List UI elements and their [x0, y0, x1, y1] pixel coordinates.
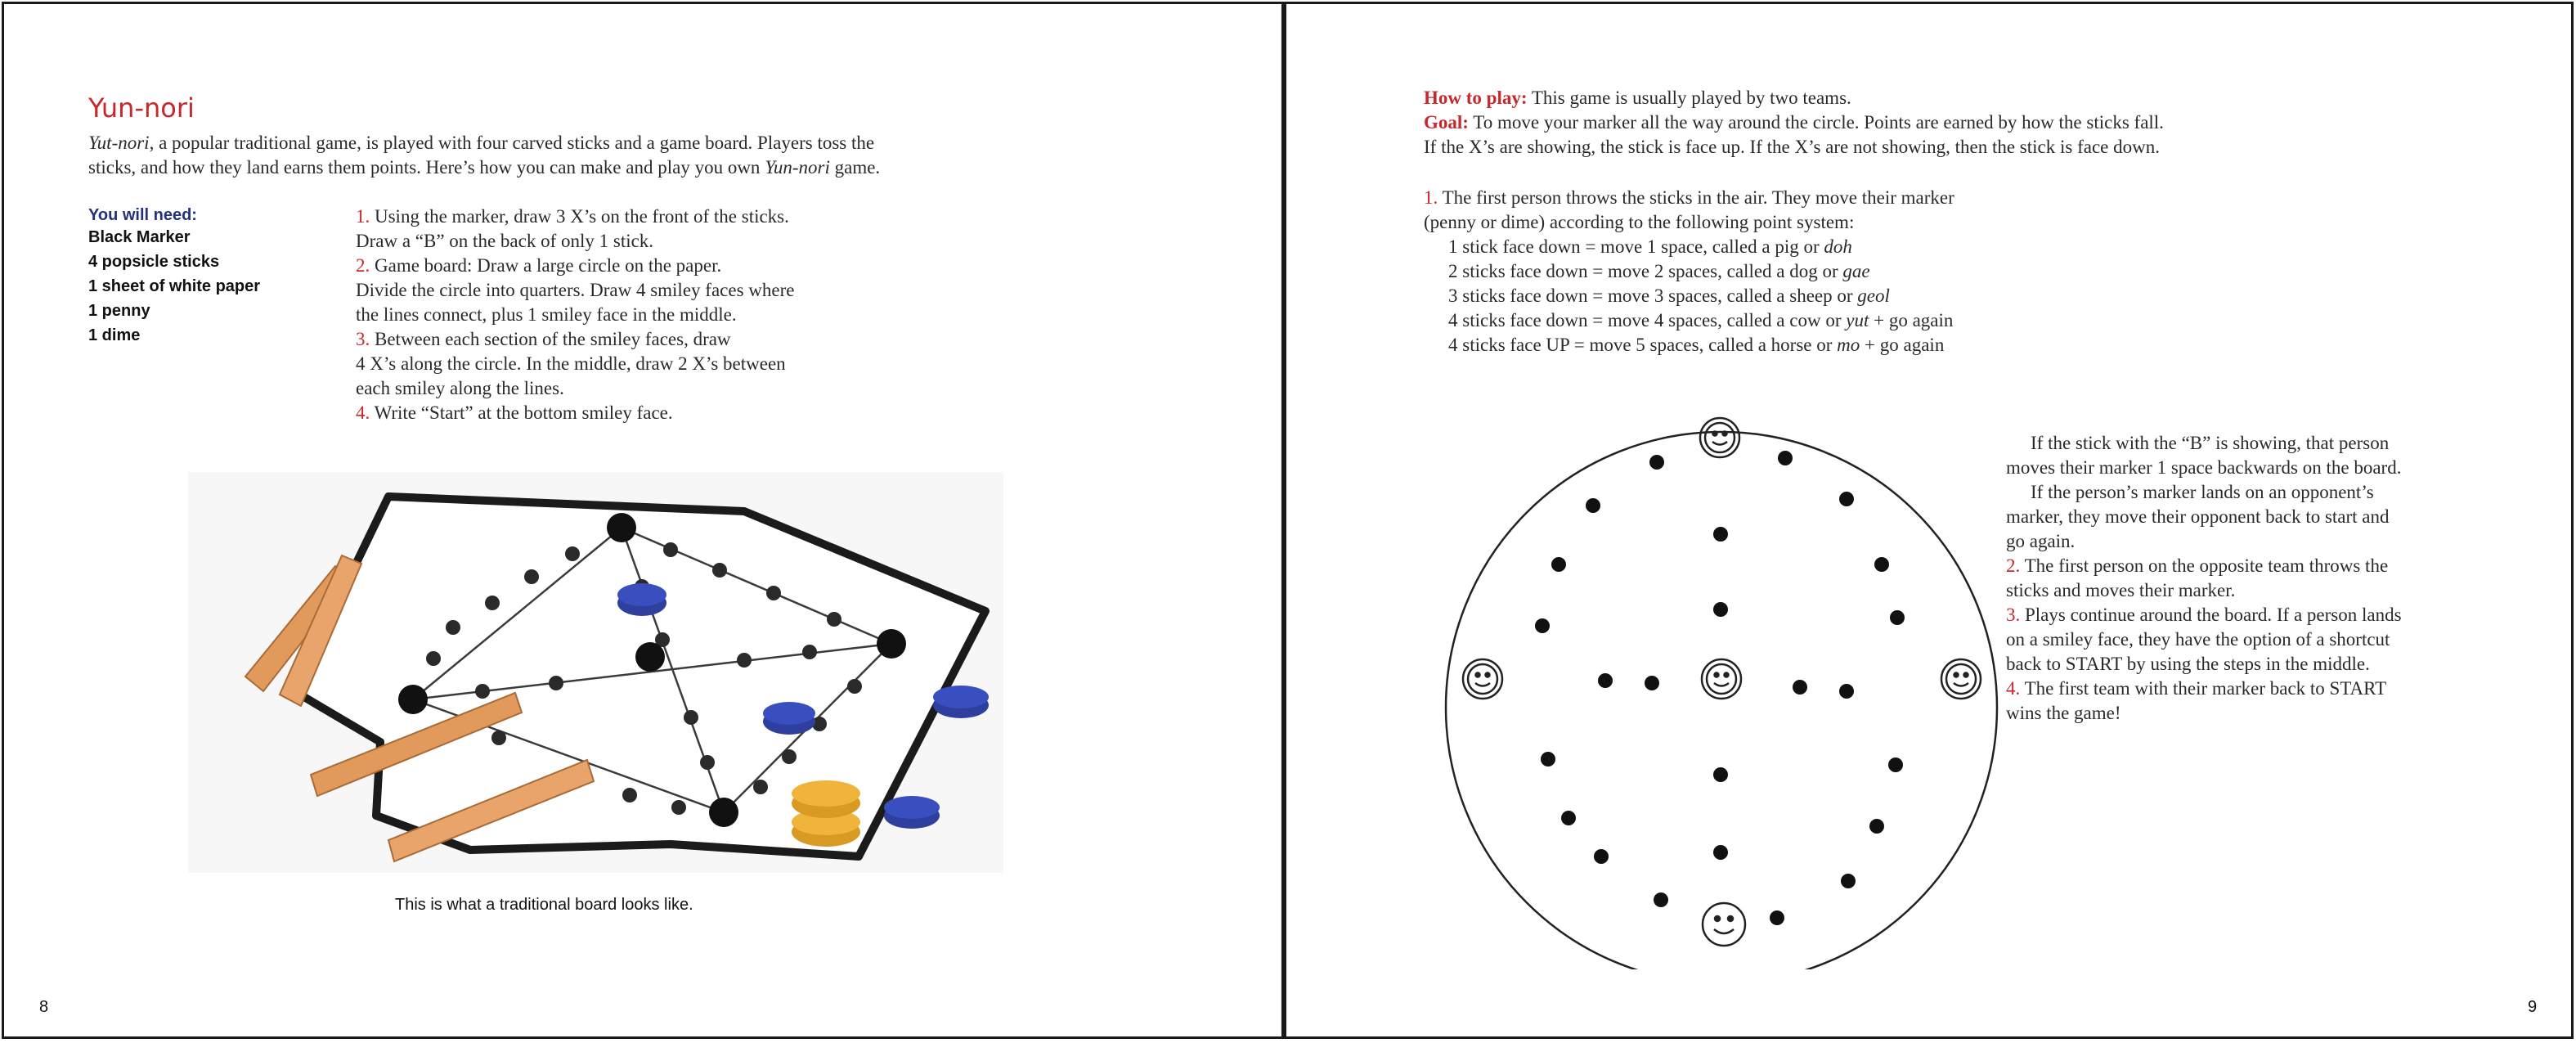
smiley-face-center — [1702, 659, 1741, 699]
list-item: 2 sticks face down = move 2 spaces, called a dog or gae — [1448, 261, 1870, 281]
instruction-step-4: 4. Write “Start” at the bottom smiley face. — [356, 402, 673, 423]
materials-list — [88, 206, 334, 348]
list-item: 1 stick face down = move 1 space, called a pig or doh — [1448, 236, 1852, 257]
page-number: 9 — [2528, 998, 2538, 1016]
smiley-face-left — [1463, 659, 1502, 699]
instruction-step-3: 3. Between each section of the smiley faces, draw 4 X’s along the circle. In the middle, draw 2 X’s between each smiley along the lines. — [356, 329, 786, 398]
traditional-board-illustration — [188, 472, 1003, 873]
list-item: 1 sheet of white paper — [88, 277, 261, 295]
intro-term-yun: Yun-nori — [765, 157, 830, 178]
goal-label: Goal: — [1424, 112, 1469, 133]
point-system: 1. The first person throws the sticks in the air. They move their marker (penny or dime) according to the following point system: 1 stick face down = move 1 space, called a pig or doh 2 sticks face down = move 2 spaces, called a dog or gae 3 sticks face down = move 3 spaces, called a sheep or geol 4 sticks face down = move 4 spaces, called a cow or yut + go again 4 sticks face UP = move 5 spaces, called a horse or mo + go again — [1424, 186, 2487, 357]
how-to-play: How to play: This game is usually played by two teams. Goal: To move your marker all the way around the circle. Points are earned by how the sticks fall. If the X’s are showing, the stick is face up. If the X’s are not showing, then the stick is face down. — [1424, 88, 2164, 157]
list-item: 3 sticks face down = move 3 spaces, called a sheep or geol — [1448, 285, 1890, 306]
list-item: 1 penny — [88, 302, 150, 320]
intro-paragraph: Yut-nori, a popular traditional game, is played with four carved sticks and a game board. Players toss the sticks, and how they land earns them points. Here’s how you can make and play you own Yun-nori game. — [88, 133, 881, 178]
right-page — [1284, 2, 2574, 1039]
left-page — [2, 2, 1284, 1039]
list-item: 1 dime — [88, 326, 141, 344]
list-item: Black Marker — [88, 228, 191, 246]
smiley-face-start — [1703, 903, 1745, 946]
page-title: Yun-nori — [88, 92, 195, 124]
instruction-step-1: 1. Using the marker, draw 3 X’s on the front of the sticks. Draw a “B” on the back of only 1 stick. — [356, 206, 789, 251]
rules-continued: If the stick with the “B” is showing, that person moves their marker 1 space backwards on the board. If the person’s marker lands on an opponent’s marker, they move their opponent back to start and go again. 2. The first person on the opposite team throws the sticks and moves their marker. 3. Plays continue around the board. If a person lands on a smiley face, they have the option of a shortcut back to START by using the steps in the middle. 4. The first team with their marker back to START wins the game! — [2006, 433, 2402, 723]
how-to-play-label: How to play: — [1424, 88, 1528, 108]
illustration-caption: This is what a traditional board looks like. — [395, 896, 693, 914]
board-dots — [1535, 451, 1905, 925]
list-item: 4 popsicle sticks — [88, 253, 220, 271]
yun-nori-board-diagram — [1409, 397, 2047, 969]
materials-heading: You will need: — [88, 206, 197, 224]
intro-term-yut: Yut-nori — [88, 133, 150, 153]
list-item: 4 sticks face UP = move 5 spaces, called a horse or mo + go again — [1448, 335, 1945, 355]
smiley-faces — [1463, 418, 1981, 946]
instruction-step-2: 2. Game board: Draw a large circle on the paper. Divide the circle into quarters. Draw 4 smiley faces where the lines connect, plus 1 smiley face in the middle. — [356, 255, 795, 325]
board-circle — [1446, 432, 1997, 969]
smiley-face-top — [1700, 418, 1739, 457]
instructions — [356, 205, 928, 425]
page-number: 8 — [39, 998, 49, 1016]
smiley-face-right — [1941, 659, 1981, 699]
list-item: 4 sticks face down = move 4 spaces, called a cow or yut + go again — [1448, 310, 1954, 330]
yellow-markers — [792, 780, 860, 847]
